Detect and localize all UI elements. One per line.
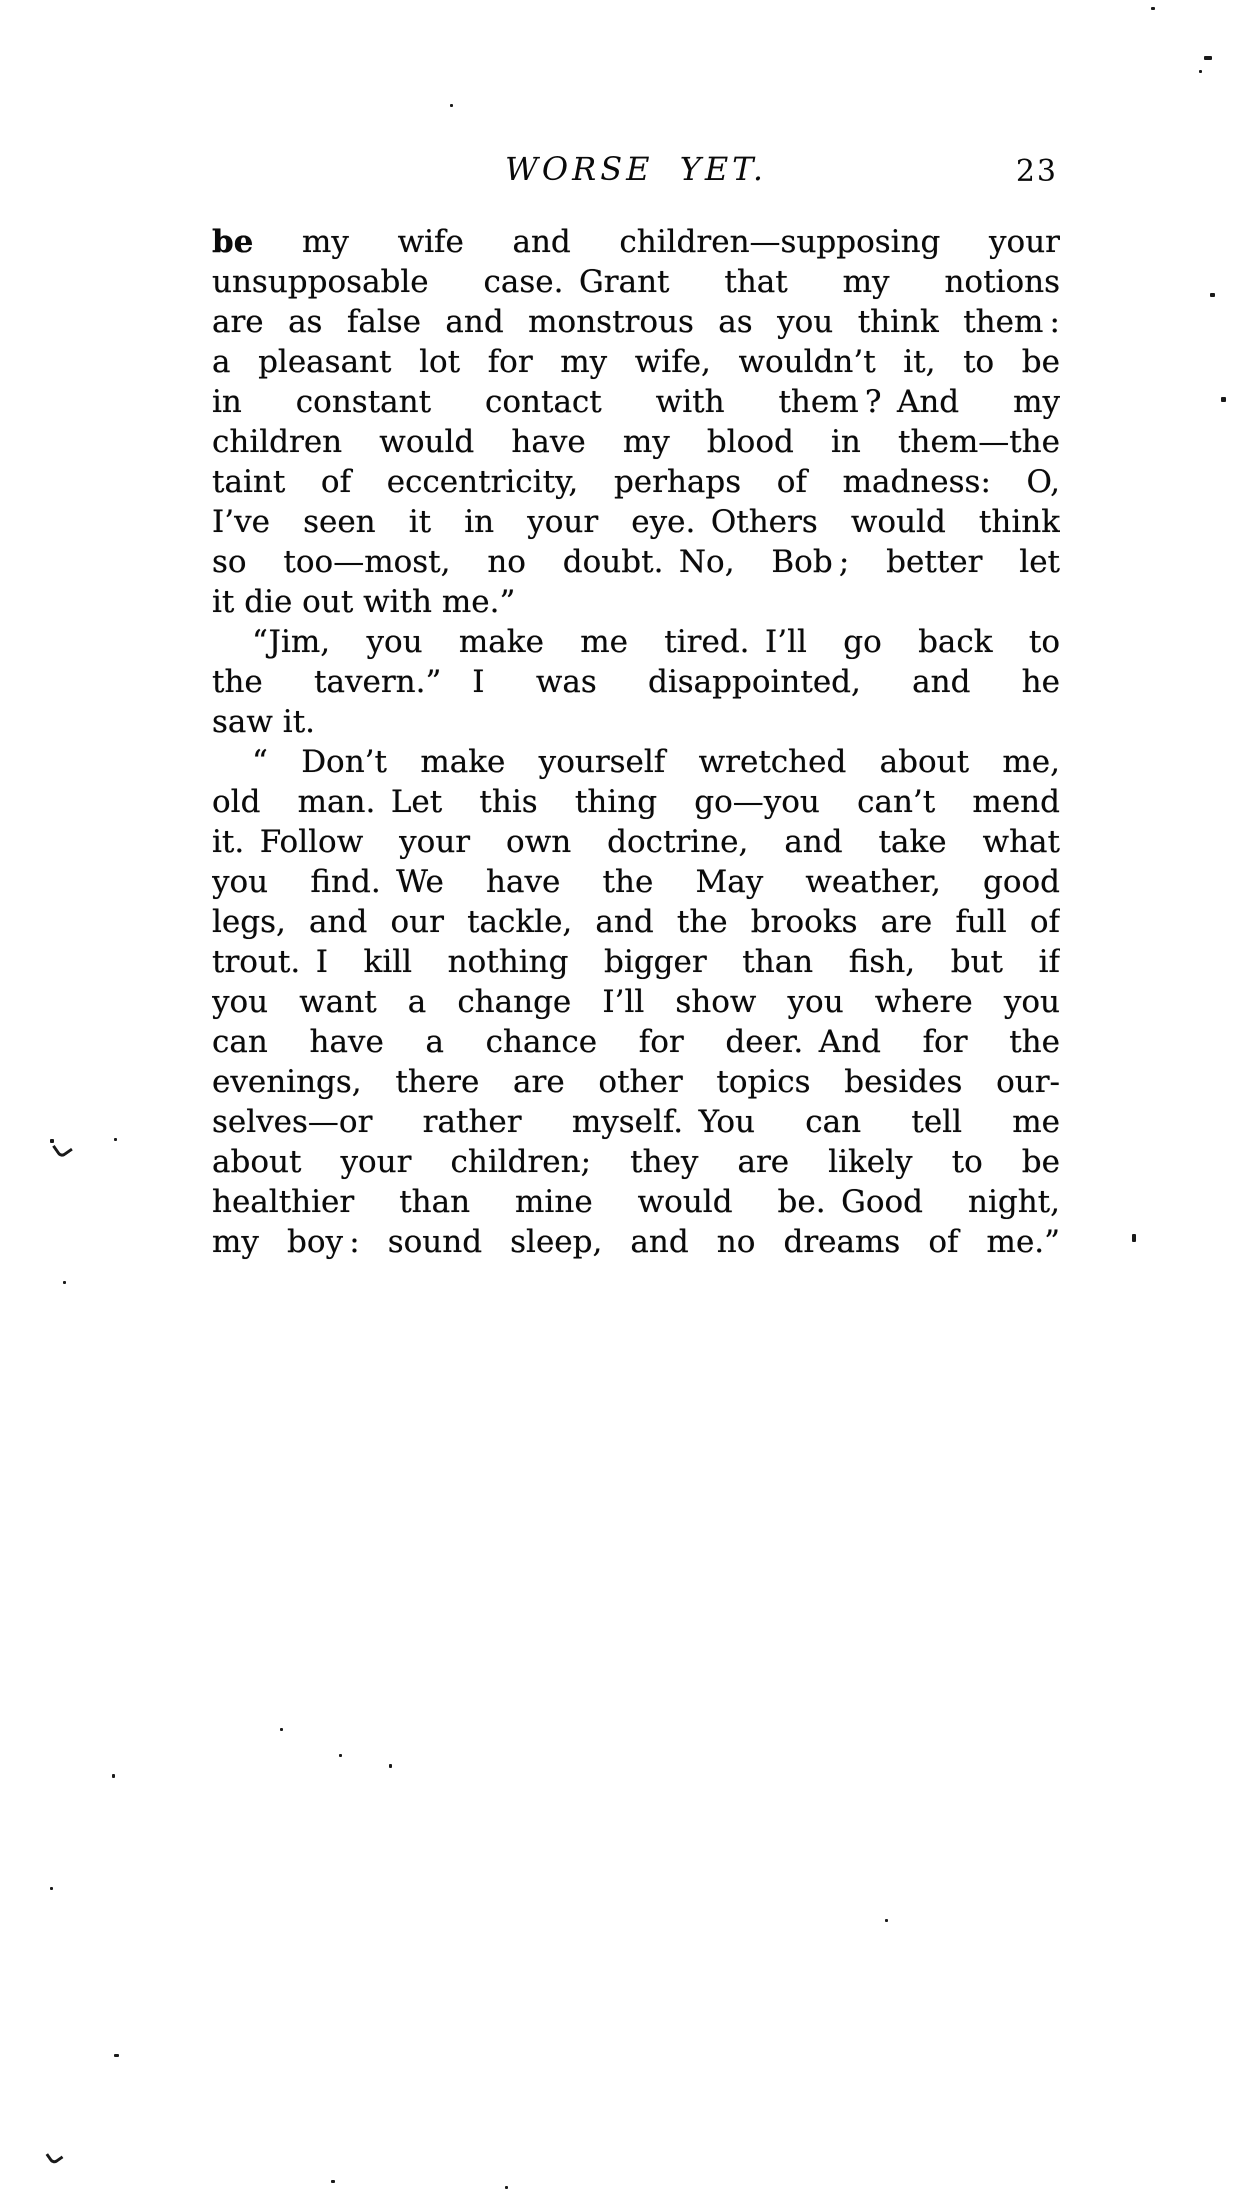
- scan-speck: [280, 1728, 283, 1731]
- text-line: a pleasant lot for my wife, wouldn’t it, to be: [212, 344, 1060, 380]
- scan-speck: [45, 2147, 63, 2165]
- scan-speck: [1132, 1234, 1136, 1242]
- body-text: [212, 222, 1060, 1262]
- text-line: it. Follow your own doctrine, and take what: [212, 824, 1060, 860]
- text-line: selves—or rather myself. You can tell me: [212, 1104, 1060, 1140]
- scan-speck: [1199, 70, 1202, 73]
- page-number: 23: [1015, 154, 1058, 189]
- text-line: healthier than mine would be. Good night,: [212, 1184, 1060, 1220]
- text-line: children would have my blood in them—the: [212, 424, 1060, 460]
- text-line: can have a chance for deer. And for the: [212, 1024, 1060, 1060]
- text-line: are as false and monstrous as you think them :: [212, 304, 1060, 340]
- lead-word: be: [212, 224, 254, 260]
- text-line: you want a change I’ll show you where you: [212, 984, 1060, 1020]
- scan-speck: [50, 1139, 54, 1143]
- text-line: old man. Let this thing go—you can’t mend: [212, 784, 1060, 820]
- text-line: the tavern.” I was disappointed, and he: [212, 664, 1060, 700]
- scan-speck: [1151, 7, 1155, 10]
- text-line: “Jim, you make me tired. I’ll go back to: [252, 624, 1060, 660]
- scan-speck: [885, 1919, 888, 1922]
- text-line: taint of eccentricity, perhaps of madness: O,: [212, 464, 1060, 500]
- scan-speck: [50, 1887, 53, 1890]
- scan-speck: [114, 1138, 117, 1141]
- text-line: be my wife and children—supposing your: [212, 224, 1060, 260]
- text-line: you find. We have the May weather, good: [212, 864, 1060, 900]
- text-line: saw it.: [212, 704, 316, 740]
- text-line: trout. I kill nothing bigger than fish, but if: [212, 944, 1060, 980]
- text-line: about your children; they are likely to be: [212, 1144, 1060, 1180]
- scan-speck: [1221, 397, 1226, 402]
- scan-speck: [339, 1754, 342, 1757]
- scan-speck: [112, 1774, 115, 1778]
- scan-speck: [63, 1281, 66, 1284]
- text-line: so too—most, no doubt. No, Bob ; better let: [212, 544, 1060, 580]
- text-line: it die out with me.”: [212, 584, 516, 620]
- text-line: I’ve seen it in your eye. Others would think: [212, 504, 1060, 540]
- text-line: “ Don’t make yourself wretched about me,: [252, 744, 1060, 780]
- page-title: WORSE YET.: [505, 150, 767, 188]
- scan-speck: [1210, 293, 1215, 297]
- text-line: unsupposable case. Grant that my notions: [212, 264, 1060, 300]
- text-line: my boy : sound sleep, and no dreams of me.”: [212, 1224, 1060, 1260]
- text-line: in constant contact with them ? And my: [212, 384, 1060, 420]
- scan-speck: [52, 1138, 73, 1159]
- text-line: legs, and our tackle, and the brooks are full of: [212, 904, 1060, 940]
- scan-speck: [331, 2180, 335, 2183]
- text-line: evenings, there are other topics besides our-: [212, 1064, 1060, 1100]
- scan-speck: [114, 2054, 119, 2057]
- running-header: [212, 150, 1060, 196]
- scan-speck: [1204, 56, 1212, 60]
- scan-speck: [505, 2186, 508, 2189]
- scan-speck: [450, 104, 453, 107]
- scan-speck: [389, 1764, 392, 1768]
